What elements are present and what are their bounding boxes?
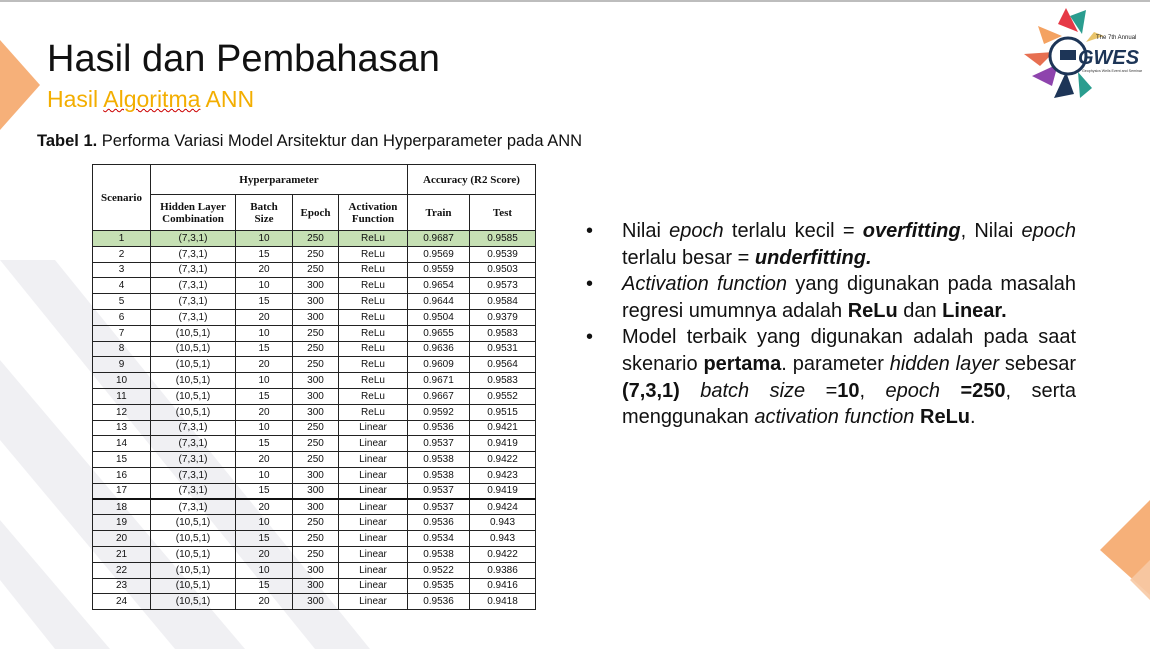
- cell-train: 0.9537: [408, 499, 470, 515]
- cell-activation: Linear: [339, 546, 408, 562]
- table-row: [93, 325, 536, 341]
- cell-epoch: 250: [293, 531, 339, 547]
- table-row: [93, 341, 536, 357]
- table-row: [93, 499, 536, 515]
- cell-batch-size: 15: [236, 436, 293, 452]
- cell-train: 0.9569: [408, 246, 470, 262]
- cell-test: 0.9418: [470, 594, 536, 610]
- cell-epoch: 250: [293, 546, 339, 562]
- cell-batch-size: 15: [236, 341, 293, 357]
- bullet-text: overfitting: [862, 220, 961, 242]
- left-orange-triangle: [0, 40, 40, 130]
- bullet-text: Nilai: [622, 220, 670, 242]
- cell-test: 0.9424: [470, 499, 536, 515]
- cell-test: 0.9422: [470, 546, 536, 562]
- cell-test: 0.9564: [470, 357, 536, 373]
- table-row: [93, 404, 536, 420]
- cell-epoch: 300: [293, 388, 339, 404]
- cell-batch-size: 15: [236, 483, 293, 499]
- cell-scenario: 14: [93, 436, 151, 452]
- header-text: Combination: [162, 212, 224, 225]
- header-hidden-layer: [151, 195, 236, 231]
- logo-main-text: GWES: [1078, 47, 1140, 69]
- table-row: [93, 515, 536, 531]
- caption-text: Performa Variasi Model Arsitektur dan Hyperparameter pada ANN: [97, 132, 583, 150]
- cell-train: 0.9636: [408, 341, 470, 357]
- bullet-item: [586, 271, 1076, 324]
- table-row: [93, 246, 536, 262]
- cell-train: 0.9534: [408, 531, 470, 547]
- cell-batch-size: 20: [236, 594, 293, 610]
- cell-hidden-layer: (7,3,1): [151, 420, 236, 436]
- cell-test: 0.9584: [470, 294, 536, 310]
- bullet-text: dan: [897, 299, 943, 322]
- cell-scenario: 6: [93, 309, 151, 325]
- header-text: Size: [254, 212, 274, 225]
- cell-hidden-layer: (7,3,1): [151, 436, 236, 452]
- cell-epoch: 300: [293, 483, 339, 499]
- caption-label: Tabel 1.: [37, 132, 98, 150]
- cell-batch-size: 15: [236, 578, 293, 594]
- table-row: [93, 278, 536, 294]
- cell-hidden-layer: (10,5,1): [151, 341, 236, 357]
- cell-batch-size: 20: [236, 546, 293, 562]
- cell-scenario: 7: [93, 325, 151, 341]
- bullet-text: batch size: [700, 379, 806, 402]
- table-row: [93, 357, 536, 373]
- cell-scenario: 5: [93, 294, 151, 310]
- cell-epoch: 250: [293, 436, 339, 452]
- bullet-text: ,: [859, 379, 886, 402]
- cell-train: 0.9537: [408, 483, 470, 499]
- cell-test: 0.943: [470, 531, 536, 547]
- cell-epoch: 300: [293, 294, 339, 310]
- performance-table: [92, 164, 536, 610]
- cell-epoch: 250: [293, 246, 339, 262]
- bullet-item: [586, 324, 1076, 430]
- cell-hidden-layer: (7,3,1): [151, 499, 236, 515]
- cell-activation: ReLu: [339, 357, 408, 373]
- cell-batch-size: 20: [236, 499, 293, 515]
- cell-scenario: 3: [93, 262, 151, 278]
- header-epoch: Epoch: [293, 195, 339, 231]
- bullet-text: =250: [960, 379, 1006, 402]
- cell-train: 0.9535: [408, 578, 470, 594]
- subtitle-part: Hasil: [47, 86, 104, 112]
- cell-activation: Linear: [339, 499, 408, 515]
- bullet-text: underfitting.: [754, 246, 872, 269]
- table-row: [93, 594, 536, 610]
- cell-activation: Linear: [339, 531, 408, 547]
- bullet-text: epoch: [1021, 220, 1076, 242]
- cell-test: 0.9539: [470, 246, 536, 262]
- cell-batch-size: 20: [236, 262, 293, 278]
- cell-batch-size: 15: [236, 531, 293, 547]
- gwes-logo: [1018, 6, 1150, 102]
- cell-train: 0.9538: [408, 452, 470, 468]
- cell-batch-size: 10: [236, 420, 293, 436]
- cell-batch-size: 20: [236, 309, 293, 325]
- cell-scenario: 4: [93, 278, 151, 294]
- cell-hidden-layer: (7,3,1): [151, 246, 236, 262]
- cell-test: 0.9379: [470, 309, 536, 325]
- cell-hidden-layer: (10,5,1): [151, 515, 236, 531]
- header-text: Activation: [348, 200, 398, 213]
- cell-test: 0.9386: [470, 562, 536, 578]
- bullet-dot: •: [586, 220, 594, 242]
- header-accuracy: Accuracy (R2 Score): [408, 165, 536, 195]
- subtitle-part: Algoritma: [103, 86, 201, 112]
- cell-test: 0.9573: [470, 278, 536, 294]
- cell-hidden-layer: (10,5,1): [151, 594, 236, 610]
- cell-batch-size: 10: [236, 278, 293, 294]
- cell-hidden-layer: (7,3,1): [151, 483, 236, 499]
- table-row: [93, 373, 536, 389]
- cell-epoch: 300: [293, 562, 339, 578]
- cell-activation: Linear: [339, 562, 408, 578]
- cell-batch-size: 10: [236, 325, 293, 341]
- bullet-text: [680, 380, 700, 402]
- table-row: [93, 467, 536, 483]
- table-row: [93, 436, 536, 452]
- cell-epoch: 250: [293, 231, 339, 247]
- cell-hidden-layer: (10,5,1): [151, 562, 236, 578]
- table-row: [93, 452, 536, 468]
- subtitle-part: ANN: [200, 86, 255, 112]
- cell-scenario: 21: [93, 546, 151, 562]
- cell-train: 0.9667: [408, 388, 470, 404]
- table-row: [93, 546, 536, 562]
- header-test: Test: [470, 195, 536, 231]
- table-row: [93, 231, 536, 247]
- cell-hidden-layer: (7,3,1): [151, 309, 236, 325]
- cell-hidden-layer: (10,5,1): [151, 373, 236, 389]
- cell-scenario: 11: [93, 388, 151, 404]
- header-train: Train: [408, 195, 470, 231]
- cell-batch-size: 15: [236, 246, 293, 262]
- cell-epoch: 250: [293, 420, 339, 436]
- cell-batch-size: 20: [236, 404, 293, 420]
- cell-test: 0.9416: [470, 578, 536, 594]
- bullet-dot: •: [586, 273, 594, 296]
- cell-test: 0.943: [470, 515, 536, 531]
- cell-batch-size: 10: [236, 231, 293, 247]
- cell-scenario: 22: [93, 562, 151, 578]
- bullet-text: terlalu kecil =: [723, 220, 863, 242]
- cell-train: 0.9504: [408, 309, 470, 325]
- cell-epoch: 250: [293, 325, 339, 341]
- cell-epoch: 300: [293, 373, 339, 389]
- bullet-text: terlalu besar =: [622, 246, 755, 269]
- cell-hidden-layer: (7,3,1): [151, 294, 236, 310]
- cell-epoch: 250: [293, 341, 339, 357]
- cell-test: 0.9583: [470, 373, 536, 389]
- cell-hidden-layer: (10,5,1): [151, 388, 236, 404]
- bullet-text: , serta menggunakan: [622, 379, 1076, 429]
- bullet-text: 10: [837, 379, 860, 402]
- cell-train: 0.9655: [408, 325, 470, 341]
- header-text: Function: [351, 212, 395, 225]
- bullet-item: [586, 218, 1076, 271]
- cell-hidden-layer: (10,5,1): [151, 404, 236, 420]
- cell-epoch: 300: [293, 467, 339, 483]
- table-row: [93, 578, 536, 594]
- cell-test: 0.9423: [470, 467, 536, 483]
- bullet-list: [586, 218, 1076, 431]
- cell-test: 0.9552: [470, 388, 536, 404]
- table-row: [93, 309, 536, 325]
- cell-activation: Linear: [339, 452, 408, 468]
- bullet-text: pertama: [703, 352, 782, 375]
- cell-scenario: 8: [93, 341, 151, 357]
- slide-title: Hasil dan Pembahasan: [47, 38, 440, 80]
- cell-test: 0.9531: [470, 341, 536, 357]
- bullet-text: sebesar: [999, 352, 1077, 375]
- cell-epoch: 250: [293, 452, 339, 468]
- cell-epoch: 300: [293, 278, 339, 294]
- header-activation: [339, 195, 408, 231]
- cell-epoch: 300: [293, 594, 339, 610]
- cell-activation: ReLu: [339, 341, 408, 357]
- cell-batch-size: 20: [236, 357, 293, 373]
- slide-subtitle: [47, 86, 254, 113]
- cell-batch-size: 15: [236, 388, 293, 404]
- cell-test: 0.9422: [470, 452, 536, 468]
- cell-scenario: 12: [93, 404, 151, 420]
- logo-petal: [1078, 72, 1092, 98]
- logo-emblem: [1060, 50, 1076, 60]
- cell-train: 0.9536: [408, 420, 470, 436]
- table-row: [93, 262, 536, 278]
- cell-activation: ReLu: [339, 309, 408, 325]
- bullet-text: [940, 380, 960, 402]
- cell-train: 0.9536: [408, 594, 470, 610]
- table-caption: [37, 132, 582, 151]
- cell-activation: Linear: [339, 483, 408, 499]
- cell-scenario: 2: [93, 246, 151, 262]
- cell-activation: ReLu: [339, 373, 408, 389]
- cell-activation: Linear: [339, 515, 408, 531]
- cell-activation: Linear: [339, 467, 408, 483]
- bullet-text: activation function: [754, 406, 915, 429]
- cell-activation: ReLu: [339, 294, 408, 310]
- cell-batch-size: 20: [236, 452, 293, 468]
- bullet-text: (7,3,1): [622, 379, 680, 402]
- cell-train: 0.9592: [408, 404, 470, 420]
- bullet-text: Model terbaik yang digunakan adalah pada saat skenario: [622, 326, 1076, 375]
- cell-activation: ReLu: [339, 231, 408, 247]
- cell-train: 0.9536: [408, 515, 470, 531]
- cell-batch-size: 10: [236, 373, 293, 389]
- cell-hidden-layer: (7,3,1): [151, 231, 236, 247]
- cell-epoch: 300: [293, 499, 339, 515]
- cell-epoch: 250: [293, 262, 339, 278]
- cell-test: 0.9503: [470, 262, 536, 278]
- cell-activation: ReLu: [339, 325, 408, 341]
- cell-activation: ReLu: [339, 404, 408, 420]
- logo-petal: [1054, 72, 1074, 98]
- cell-train: 0.9538: [408, 467, 470, 483]
- cell-batch-size: 10: [236, 562, 293, 578]
- header-scenario: Scenario: [93, 165, 151, 231]
- table-row: [93, 483, 536, 499]
- cell-train: 0.9522: [408, 562, 470, 578]
- bullet-text: .: [970, 406, 976, 429]
- cell-activation: Linear: [339, 436, 408, 452]
- cell-epoch: 250: [293, 515, 339, 531]
- cell-test: 0.9419: [470, 436, 536, 452]
- bullet-text: Activation function: [622, 273, 788, 296]
- cell-epoch: 300: [293, 578, 339, 594]
- cell-scenario: 18: [93, 499, 151, 515]
- cell-activation: ReLu: [339, 262, 408, 278]
- table-row: [93, 388, 536, 404]
- table-row: [93, 294, 536, 310]
- cell-batch-size: 15: [236, 294, 293, 310]
- cell-scenario: 13: [93, 420, 151, 436]
- cell-scenario: 24: [93, 594, 151, 610]
- cell-scenario: 1: [93, 231, 151, 247]
- cell-test: 0.9583: [470, 325, 536, 341]
- cell-scenario: 16: [93, 467, 151, 483]
- cell-activation: Linear: [339, 578, 408, 594]
- cell-scenario: 10: [93, 373, 151, 389]
- cell-epoch: 300: [293, 309, 339, 325]
- cell-batch-size: 10: [236, 515, 293, 531]
- cell-activation: ReLu: [339, 278, 408, 294]
- header-text: Hidden Layer: [160, 200, 226, 213]
- cell-scenario: 20: [93, 531, 151, 547]
- cell-scenario: 15: [93, 452, 151, 468]
- cell-activation: Linear: [339, 420, 408, 436]
- logo-line2: Geophysics Wells Event and Seminar: [1082, 69, 1143, 73]
- cell-hidden-layer: (10,5,1): [151, 357, 236, 373]
- table-body: [93, 231, 536, 610]
- cell-train: 0.9559: [408, 262, 470, 278]
- bullet-text: ReLu: [920, 406, 970, 429]
- cell-batch-size: 10: [236, 467, 293, 483]
- table-row: [93, 562, 536, 578]
- cell-hidden-layer: (10,5,1): [151, 531, 236, 547]
- table-row: [93, 531, 536, 547]
- bullet-dot: •: [586, 326, 594, 349]
- table-row: [93, 420, 536, 436]
- header-hyperparameter: Hyperparameter: [151, 165, 408, 195]
- cell-train: 0.9609: [408, 357, 470, 373]
- cell-test: 0.9419: [470, 483, 536, 499]
- cell-hidden-layer: (7,3,1): [151, 262, 236, 278]
- cell-train: 0.9687: [408, 231, 470, 247]
- cell-scenario: 19: [93, 515, 151, 531]
- cell-train: 0.9538: [408, 546, 470, 562]
- cell-hidden-layer: (10,5,1): [151, 546, 236, 562]
- cell-hidden-layer: (7,3,1): [151, 467, 236, 483]
- bullet-text: , Nilai: [960, 220, 1022, 242]
- header-batch-size: [236, 195, 293, 231]
- cell-train: 0.9537: [408, 436, 470, 452]
- cell-scenario: 9: [93, 357, 151, 373]
- bullet-text: ReLu: [847, 299, 898, 322]
- bullet-text: epoch: [885, 379, 941, 402]
- cell-hidden-layer: (7,3,1): [151, 452, 236, 468]
- bullet-text: hidden layer: [889, 352, 999, 375]
- cell-test: 0.9421: [470, 420, 536, 436]
- cell-train: 0.9671: [408, 373, 470, 389]
- cell-epoch: 250: [293, 357, 339, 373]
- cell-hidden-layer: (10,5,1): [151, 578, 236, 594]
- cell-hidden-layer: (10,5,1): [151, 325, 236, 341]
- cell-train: 0.9654: [408, 278, 470, 294]
- cell-scenario: 23: [93, 578, 151, 594]
- cell-activation: Linear: [339, 594, 408, 610]
- bullet-text: yang digunakan pada masalah regresi umumnya adalah: [622, 273, 1076, 322]
- cell-activation: ReLu: [339, 388, 408, 404]
- cell-test: 0.9585: [470, 231, 536, 247]
- cell-train: 0.9644: [408, 294, 470, 310]
- bullet-text: =: [805, 379, 838, 402]
- cell-activation: ReLu: [339, 246, 408, 262]
- header-text: Batch: [250, 200, 278, 213]
- logo-line1: The 7th Annual: [1096, 35, 1137, 41]
- cell-hidden-layer: (7,3,1): [151, 278, 236, 294]
- bullet-text: epoch: [669, 220, 724, 242]
- cell-scenario: 17: [93, 483, 151, 499]
- cell-epoch: 300: [293, 404, 339, 420]
- cell-test: 0.9515: [470, 404, 536, 420]
- bullet-text: . parameter: [781, 352, 890, 375]
- bullet-text: Linear.: [942, 299, 1007, 322]
